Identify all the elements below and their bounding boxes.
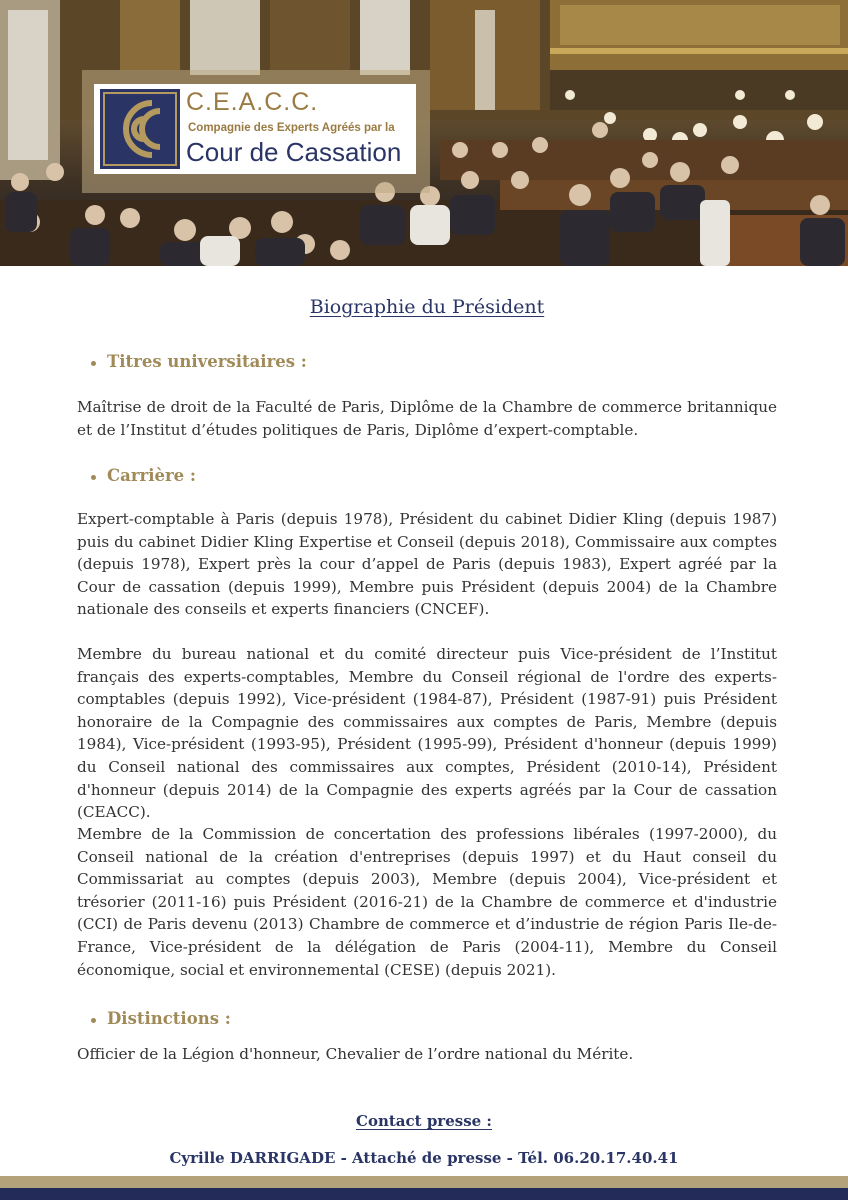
section-heading-label: Carrière : <box>107 466 197 485</box>
bullet-icon <box>91 1018 96 1023</box>
section-heading-label: Distinctions : <box>107 1009 231 1028</box>
logo-court: Cour de Cassation <box>186 137 402 167</box>
ceacc-logo[interactable] <box>94 84 416 174</box>
logo-acronym: C.E.A.C.C. <box>186 88 319 116</box>
section-heading-carriere <box>77 466 196 485</box>
footer-navy-band <box>0 1188 848 1200</box>
paragraph-distinctions: Officier de la Légion d'honneur, Chevalier de l’ordre national du Mérite. <box>77 1045 634 1063</box>
section-heading-titres <box>77 352 307 371</box>
paragraph-carriere-2: Membre du bureau national et du comité directeur puis Vice-président de l’Institut français des experts-comptables, Membre du Conseil régional de l'ordre des experts-comptables (depuis 1992), Vice-président (1984-87), Président (1987-91) puis Président honoraire de la Compagnie des commissaires aux comptes de Paris, Membre (depuis 1984), Vice-président (1993-95), Président (1995-99), Président d'honneur (depuis 1999) du Conseil national des commissaires aux comptes, Président (2010-14), Président d'honneur (depuis 2014) de la Compagnie des experts agréés par la Cour de cassation (CEACC). <box>77 645 777 822</box>
bullet-icon <box>91 475 96 480</box>
section-heading-label: Titres universitaires : <box>107 352 307 371</box>
footer-gold-band <box>0 1176 848 1188</box>
logo-subtitle: Compagnie des Experts Agréés par la <box>188 122 395 134</box>
page-title: Biographie du Président <box>309 296 545 318</box>
paragraph-carriere-3: Membre de la Commission de concertation des professions libérales (1997-2000), du Conseil national de la création d'entreprises (depuis 1997) et du Haut conseil du Commissariat au comptes (depuis 2003), Membre (depuis 2004), Vice-président et trésorier (2011-16) puis Président (2016-21) de la Chambre de commerce et d'industrie (CCI) de Paris devenu (2013) Chambre de commerce et d’industrie de région Paris Ile-de-France, Vice-président de la délégation de Paris (2004-11), Membre du Conseil économique, social et environnemental (CESE) (depuis 2021). <box>77 825 777 979</box>
ceacc-emblem-icon <box>100 89 180 169</box>
contact-press-line: Cyrille DARRIGADE - Attaché de presse - Tél. 06.20.17.40.41 <box>169 1149 679 1167</box>
paragraph-titres: Maîtrise de droit de la Faculté de Paris, Diplôme de la Chambre de commerce britannique et de l’Institut d’études politiques de Paris, Diplôme d’expert-comptable. <box>77 398 777 439</box>
paragraph-carriere-1: Expert-comptable à Paris (depuis 1978), Président du cabinet Didier Kling (depuis 1987) puis du cabinet Didier Kling Expertise et Conseil (depuis 2018), Commissaire aux comptes (depuis 1978), Expert près la cour d’appel de Paris (depuis 1983), Expert agréé par la Cour de cassation (depuis 1999), Membre puis Président (depuis 2004) de la Chambre nationale des conseils et experts financiers (CNCEF). <box>77 510 777 619</box>
bullet-icon <box>91 361 96 366</box>
section-heading-distinctions <box>77 1009 231 1028</box>
header-banner <box>0 0 848 266</box>
contact-press-label: Contact presse : <box>356 1112 492 1130</box>
